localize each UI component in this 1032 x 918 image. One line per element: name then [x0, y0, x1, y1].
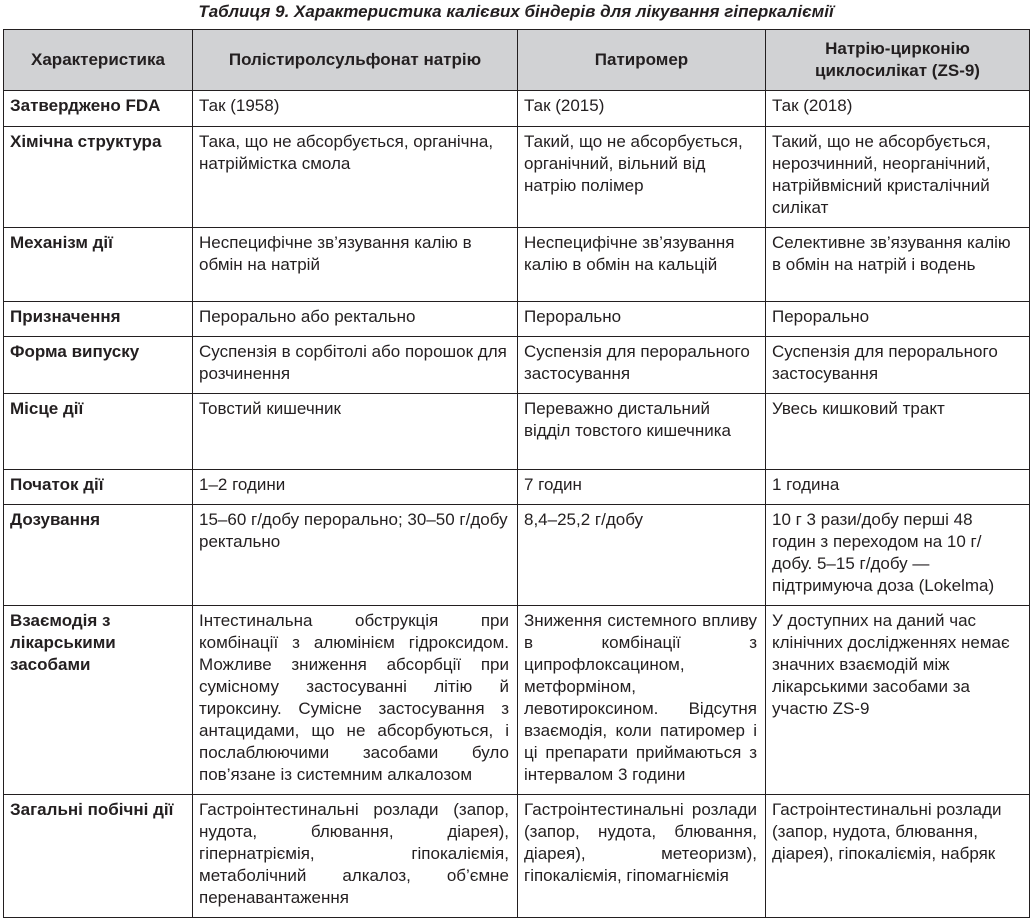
row-label: Місце дії [4, 394, 193, 470]
row-dosage-form [4, 337, 1030, 394]
row-label: Дозування [4, 505, 193, 606]
row-side-effects [4, 795, 1030, 918]
row-label: Механізм дії [4, 228, 193, 302]
row-label: Хімічна структура [4, 127, 193, 228]
row-label: Затверджено FDA [4, 91, 193, 127]
table-cell: Увесь кишковий тракт [766, 394, 1030, 470]
row-onset [4, 470, 1030, 505]
row-label: Загальні побічні дії [4, 795, 193, 918]
table-cell: Перорально [518, 302, 766, 337]
table-cell: 15–60 г/добу перорально; 30–50 г/добу ректально [193, 505, 518, 606]
row-label: Взаємодія з лікарськими засобами [4, 606, 193, 795]
row-label: Форма випуску [4, 337, 193, 394]
table-cell: 8,4–25,2 г/добу [518, 505, 766, 606]
table-cell: Суспензія для перорального застосування [766, 337, 1030, 394]
row-label: Початок дії [4, 470, 193, 505]
table-cell: Такий, що не абсорбується, нерозчинний, неорганічний, натрійвмісний кристалічний силікат [766, 127, 1030, 228]
row-site-of-action [4, 394, 1030, 470]
row-drug-interactions [4, 606, 1030, 795]
table-cell: Перорально або ректально [193, 302, 518, 337]
row-chemical-structure [4, 127, 1030, 228]
row-administration [4, 302, 1030, 337]
header-row [4, 30, 1030, 91]
table-cell: Неспецифічне зв’язування калію в обмін на кальцій [518, 228, 766, 302]
table-cell: Гастроінтестинальні розлади (запор, нудота, блювання, діарея), метеоризм), гіпокаліємія, гіпомагніємія [518, 795, 766, 918]
table-cell: Гастроінтестинальні розлади (запор, нудота, блювання, діарея), гіпернатріємія, гіпокаліємія, метаболічний алкалоз, об’ємне перенавантаження [193, 795, 518, 918]
table-cell: Так (2015) [518, 91, 766, 127]
row-dosing [4, 505, 1030, 606]
table-cell: Суспензія для перорального застосування [518, 337, 766, 394]
row-mechanism [4, 228, 1030, 302]
table-cell: Товстий кишечник [193, 394, 518, 470]
table-cell: 7 годин [518, 470, 766, 505]
table-cell: 1–2 години [193, 470, 518, 505]
table-cell: Перорально [766, 302, 1030, 337]
header-characteristic: Характеристика [4, 30, 193, 91]
table-cell: Зниження системного впливу в комбінації з ципрофлоксацином, метформіном, левотироксином. Відсутня взаємодія, коли патиромер і ці препарати приймаються з інтервалом 3 години [518, 606, 766, 795]
header-zs9: Натрію-цирконію циклосилікат (ZS-9) [766, 30, 1030, 91]
table-cell: Неспецифічне зв’язування калію в обмін на натрій [193, 228, 518, 302]
table-cell: Селективне зв’язування калію в обмін на натрій і водень [766, 228, 1030, 302]
table-cell: Переважно дистальний відділ товстого кишечника [518, 394, 766, 470]
header-patiromer: Патиромер [518, 30, 766, 91]
row-label: Призначення [4, 302, 193, 337]
table-cell: Так (2018) [766, 91, 1030, 127]
header-sodium-polystyrene-sulfonate: Полістиролсульфонат натрію [193, 30, 518, 91]
potassium-binders-table [3, 29, 1030, 918]
table-cell: Така, що не абсорбується, органічна, натріймістка смола [193, 127, 518, 228]
table-cell: 10 г 3 рази/добу перші 48 годин з переходом на 10 г/добу. 5–15 г/добу — підтримуюча доза (Lokelma) [766, 505, 1030, 606]
table-cell: Гастроінтестинальні розлади (запор, нудота, блювання, діарея), гіпокаліємія, набряк [766, 795, 1030, 918]
table-cell: Так (1958) [193, 91, 518, 127]
table-cell: Суспензія в сорбітолі або порошок для розчинення [193, 337, 518, 394]
table-cell: Такий, що не абсорбується, органічний, вільний від натрію полімер [518, 127, 766, 228]
table-cell: У доступних на даний час клінічних дослідженнях немає значних взаємодій між лікарськими засобами за участю ZS-9 [766, 606, 1030, 795]
table-cell: Інтестинальна обструкція при комбінації з алюмінієм гідроксидом. Можливе зниження абсорбції при сумісному застосуванні літію й тироксину. Сумісне застосування з антацидами, що не абсорбуються, і послаблюючими засобами було пов’язане із системним алкалозом [193, 606, 518, 795]
row-fda-approved [4, 91, 1030, 127]
table-cell: 1 година [766, 470, 1030, 505]
table-caption: Таблиця 9. Характеристика калієвих біндерів для лікування гіперкаліємії [198, 2, 834, 21]
